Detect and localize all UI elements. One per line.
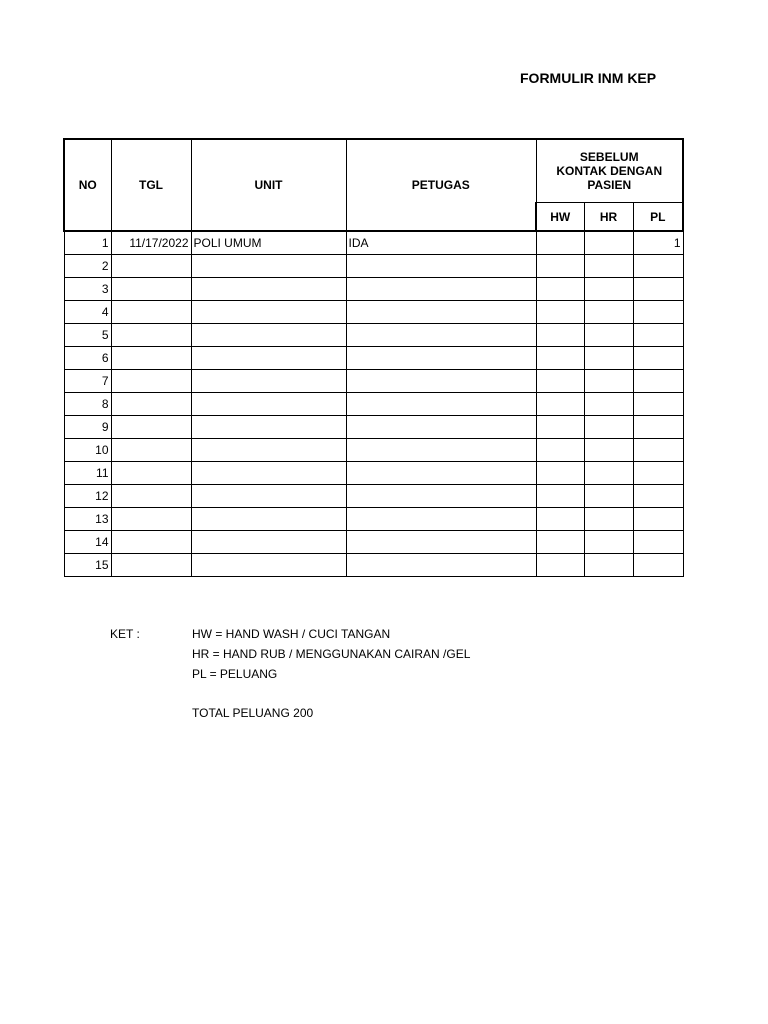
cell-petugas	[346, 416, 536, 439]
cell-hr	[584, 393, 633, 416]
cell-no: 2	[64, 255, 111, 278]
note-line: HR = HAND RUB / MENGGUNAKAN CAIRAN /GEL	[192, 647, 471, 661]
cell-hr	[584, 439, 633, 462]
cell-tgl	[111, 278, 191, 301]
table-row	[64, 508, 683, 531]
cell-hw	[536, 462, 584, 485]
cell-petugas	[346, 278, 536, 301]
table-row	[64, 278, 683, 301]
cell-hr	[584, 462, 633, 485]
cell-hw	[536, 231, 584, 255]
header-unit: UNIT	[191, 139, 346, 231]
table-row	[64, 485, 683, 508]
cell-pl	[633, 554, 683, 577]
cell-petugas	[346, 485, 536, 508]
cell-hw	[536, 347, 584, 370]
cell-hw	[536, 278, 584, 301]
total-opportunities: TOTAL PELUANG 200	[192, 706, 314, 720]
table-row	[64, 416, 683, 439]
cell-hr	[584, 347, 633, 370]
header-group-before-contact	[536, 139, 683, 203]
cell-pl	[633, 278, 683, 301]
cell-no: 10	[64, 439, 111, 462]
cell-hr	[584, 278, 633, 301]
cell-no: 5	[64, 324, 111, 347]
cell-tgl	[111, 508, 191, 531]
cell-unit	[191, 278, 346, 301]
cell-petugas	[346, 255, 536, 278]
header-hw: HW	[536, 203, 584, 232]
cell-pl	[633, 301, 683, 324]
table-row	[64, 324, 683, 347]
header-no: NO	[64, 139, 111, 231]
header-pl: PL	[633, 203, 683, 232]
cell-hw	[536, 531, 584, 554]
cell-hw	[536, 370, 584, 393]
cell-unit	[191, 439, 346, 462]
cell-petugas	[346, 301, 536, 324]
cell-petugas	[346, 324, 536, 347]
cell-tgl	[111, 554, 191, 577]
table-body	[64, 231, 683, 577]
cell-pl	[633, 508, 683, 531]
cell-petugas	[346, 531, 536, 554]
cell-tgl	[111, 255, 191, 278]
cell-pl	[633, 439, 683, 462]
table-row	[64, 370, 683, 393]
cell-unit	[191, 301, 346, 324]
cell-tgl	[111, 462, 191, 485]
cell-unit	[191, 554, 346, 577]
cell-tgl	[111, 301, 191, 324]
cell-unit	[191, 508, 346, 531]
cell-no: 1	[64, 231, 111, 255]
cell-pl	[633, 462, 683, 485]
cell-petugas	[346, 347, 536, 370]
cell-unit	[191, 416, 346, 439]
table-row	[64, 554, 683, 577]
cell-no: 11	[64, 462, 111, 485]
cell-petugas	[346, 393, 536, 416]
cell-hr	[584, 301, 633, 324]
cell-unit	[191, 531, 346, 554]
cell-pl	[633, 370, 683, 393]
cell-tgl	[111, 347, 191, 370]
cell-unit	[191, 485, 346, 508]
cell-unit	[191, 347, 346, 370]
cell-hr	[584, 324, 633, 347]
cell-no: 9	[64, 416, 111, 439]
cell-tgl	[111, 439, 191, 462]
cell-pl	[633, 531, 683, 554]
cell-pl	[633, 416, 683, 439]
cell-unit	[191, 370, 346, 393]
cell-unit	[191, 393, 346, 416]
table-row	[64, 439, 683, 462]
observation-table	[63, 138, 684, 577]
cell-hr	[584, 508, 633, 531]
notes-label: KET :	[110, 627, 140, 641]
cell-petugas	[346, 462, 536, 485]
cell-hw	[536, 255, 584, 278]
header-tgl: TGL	[111, 139, 191, 231]
cell-tgl	[111, 485, 191, 508]
cell-hw	[536, 393, 584, 416]
cell-unit	[191, 324, 346, 347]
cell-hw	[536, 554, 584, 577]
cell-hw	[536, 416, 584, 439]
table-header	[64, 139, 683, 231]
note-line: HW = HAND WASH / CUCI TANGAN	[192, 627, 391, 641]
cell-hr	[584, 485, 633, 508]
cell-hw	[536, 324, 584, 347]
table-row	[64, 393, 683, 416]
cell-pl	[633, 485, 683, 508]
cell-no: 12	[64, 485, 111, 508]
cell-pl	[633, 255, 683, 278]
cell-pl	[633, 347, 683, 370]
cell-hw	[536, 508, 584, 531]
header-petugas: PETUGAS	[346, 139, 536, 231]
cell-tgl	[111, 324, 191, 347]
cell-petugas	[346, 439, 536, 462]
table-row	[64, 531, 683, 554]
cell-pl	[633, 393, 683, 416]
cell-unit	[191, 255, 346, 278]
table-row	[64, 347, 683, 370]
cell-no: 8	[64, 393, 111, 416]
cell-tgl	[111, 531, 191, 554]
cell-tgl: 11/17/2022	[111, 231, 191, 255]
cell-no: 14	[64, 531, 111, 554]
cell-petugas	[346, 554, 536, 577]
cell-no: 13	[64, 508, 111, 531]
cell-hw	[536, 301, 584, 324]
cell-tgl	[111, 370, 191, 393]
cell-tgl	[111, 416, 191, 439]
note-line: PL = PELUANG	[192, 667, 278, 681]
cell-pl: 1	[633, 231, 683, 255]
cell-hw	[536, 439, 584, 462]
cell-no: 4	[64, 301, 111, 324]
cell-hw	[536, 485, 584, 508]
cell-hr	[584, 531, 633, 554]
cell-petugas	[346, 370, 536, 393]
cell-tgl	[111, 393, 191, 416]
cell-petugas: IDA	[346, 231, 536, 255]
header-group-label: SEBELUM KONTAK DENGAN PASIEN	[556, 150, 663, 192]
table-row	[64, 255, 683, 278]
cell-hr	[584, 416, 633, 439]
cell-hr	[584, 255, 633, 278]
cell-unit: POLI UMUM	[191, 231, 346, 255]
table-row	[64, 301, 683, 324]
cell-pl	[633, 324, 683, 347]
cell-no: 6	[64, 347, 111, 370]
cell-no: 7	[64, 370, 111, 393]
cell-petugas	[346, 508, 536, 531]
header-hr: HR	[584, 203, 633, 232]
cell-no: 15	[64, 554, 111, 577]
cell-hr	[584, 370, 633, 393]
cell-hr	[584, 554, 633, 577]
cell-hr	[584, 231, 633, 255]
cell-unit	[191, 462, 346, 485]
form-title: FORMULIR INM KEP	[520, 70, 657, 86]
cell-no: 3	[64, 278, 111, 301]
notes-lines	[192, 624, 470, 723]
table-row	[64, 462, 683, 485]
table-row	[64, 231, 683, 255]
